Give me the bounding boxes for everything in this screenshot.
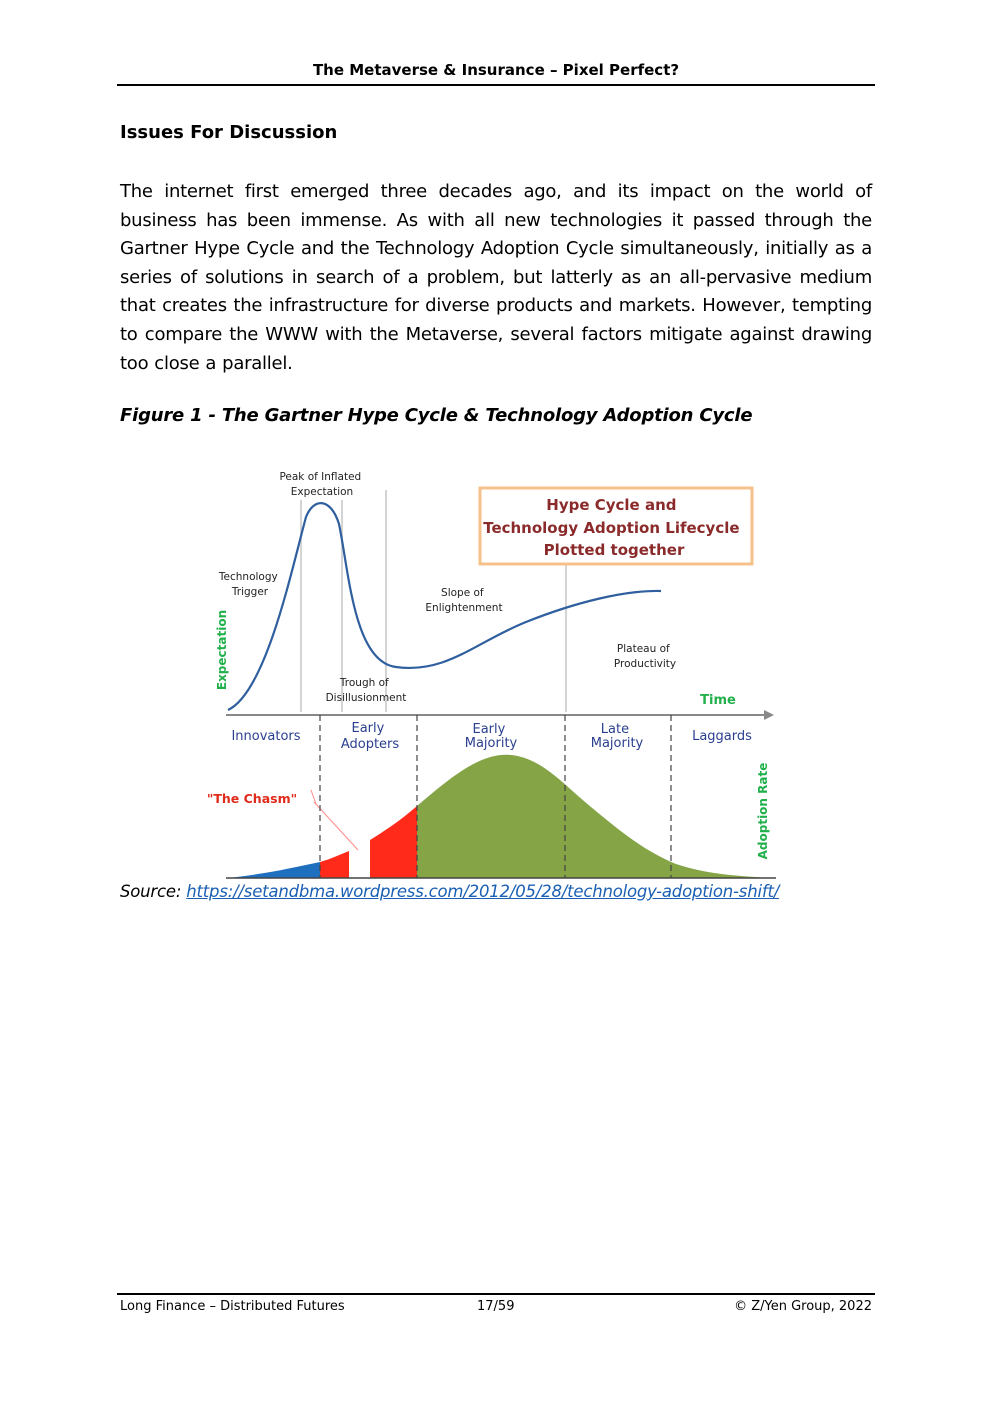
- time-axis-arrowhead: [764, 710, 774, 720]
- early-adopters-area-1: [320, 851, 349, 878]
- segment-early-majority: Early Majority: [464, 722, 518, 751]
- chasm-label: "The Chasm": [206, 791, 298, 806]
- body-paragraph: The internet first emerged three decades ago, and its impact on the world of business has been immense. As with all new technologies it passed through the Gartner Hype Cycle and the Technology Adoption Cycle simultaneously, initially as a series of solutions in search of a problem, but latterly as an all-pervasive medium that creates the infrastructure for diverse products and markets. However, tempting to compare the WWW with the Metaverse, several factors mitigate against drawing too close a parallel.: [120, 181, 872, 374]
- trigger-label: Technology Trigger: [218, 571, 278, 598]
- innovators-area: [228, 862, 320, 878]
- segment-innovators: Innovators: [231, 729, 301, 744]
- page-footer: [117, 1293, 875, 1319]
- figure-source: [120, 882, 779, 901]
- trough-label: Trough of Disillusionment: [325, 677, 407, 704]
- page-header: [117, 58, 875, 86]
- x-axis-label: Time: [700, 693, 736, 708]
- segment-early-adopters: Early Adopters: [340, 721, 400, 752]
- source-prefix: Source:: [120, 882, 182, 901]
- chasm-pointer: [314, 802, 358, 850]
- segment-laggards: Laggards: [692, 729, 752, 744]
- y-axis-label: Expectation: [215, 609, 229, 691]
- source-link[interactable]: https://setandbma.wordpress.com/2012/05/28/technology-adoption-shift/: [186, 882, 780, 901]
- hype-adoption-figure: [196, 462, 786, 882]
- footer-page-number: 17/59: [477, 1299, 515, 1314]
- early-adopters-area-2: [370, 806, 417, 878]
- slope-label: Slope of Enlightenment: [425, 587, 503, 614]
- title-box-text: Hype Cycle and Technology Adoption Lifecycle Plotted together: [483, 496, 740, 559]
- footer-left: Long Finance – Distributed Futures: [120, 1299, 345, 1314]
- plateau-label: Plateau of Productivity: [613, 643, 677, 670]
- footer-right: © Z/Yen Group, 2022: [734, 1299, 872, 1314]
- segment-late-majority: Late Majority: [590, 722, 644, 751]
- figure-caption: Figure 1 - The Gartner Hype Cycle & Technology Adoption Cycle: [120, 405, 753, 426]
- chasm-pointer-2: [311, 790, 316, 804]
- header-title: The Metaverse & Insurance – Pixel Perfect?: [312, 61, 680, 79]
- section-title: Issues For Discussion: [120, 122, 338, 143]
- adoption-axis-label: Adoption Rate: [756, 762, 770, 860]
- peak-label: Peak of Inflated Expectation: [279, 471, 362, 498]
- majority-area: [417, 755, 771, 878]
